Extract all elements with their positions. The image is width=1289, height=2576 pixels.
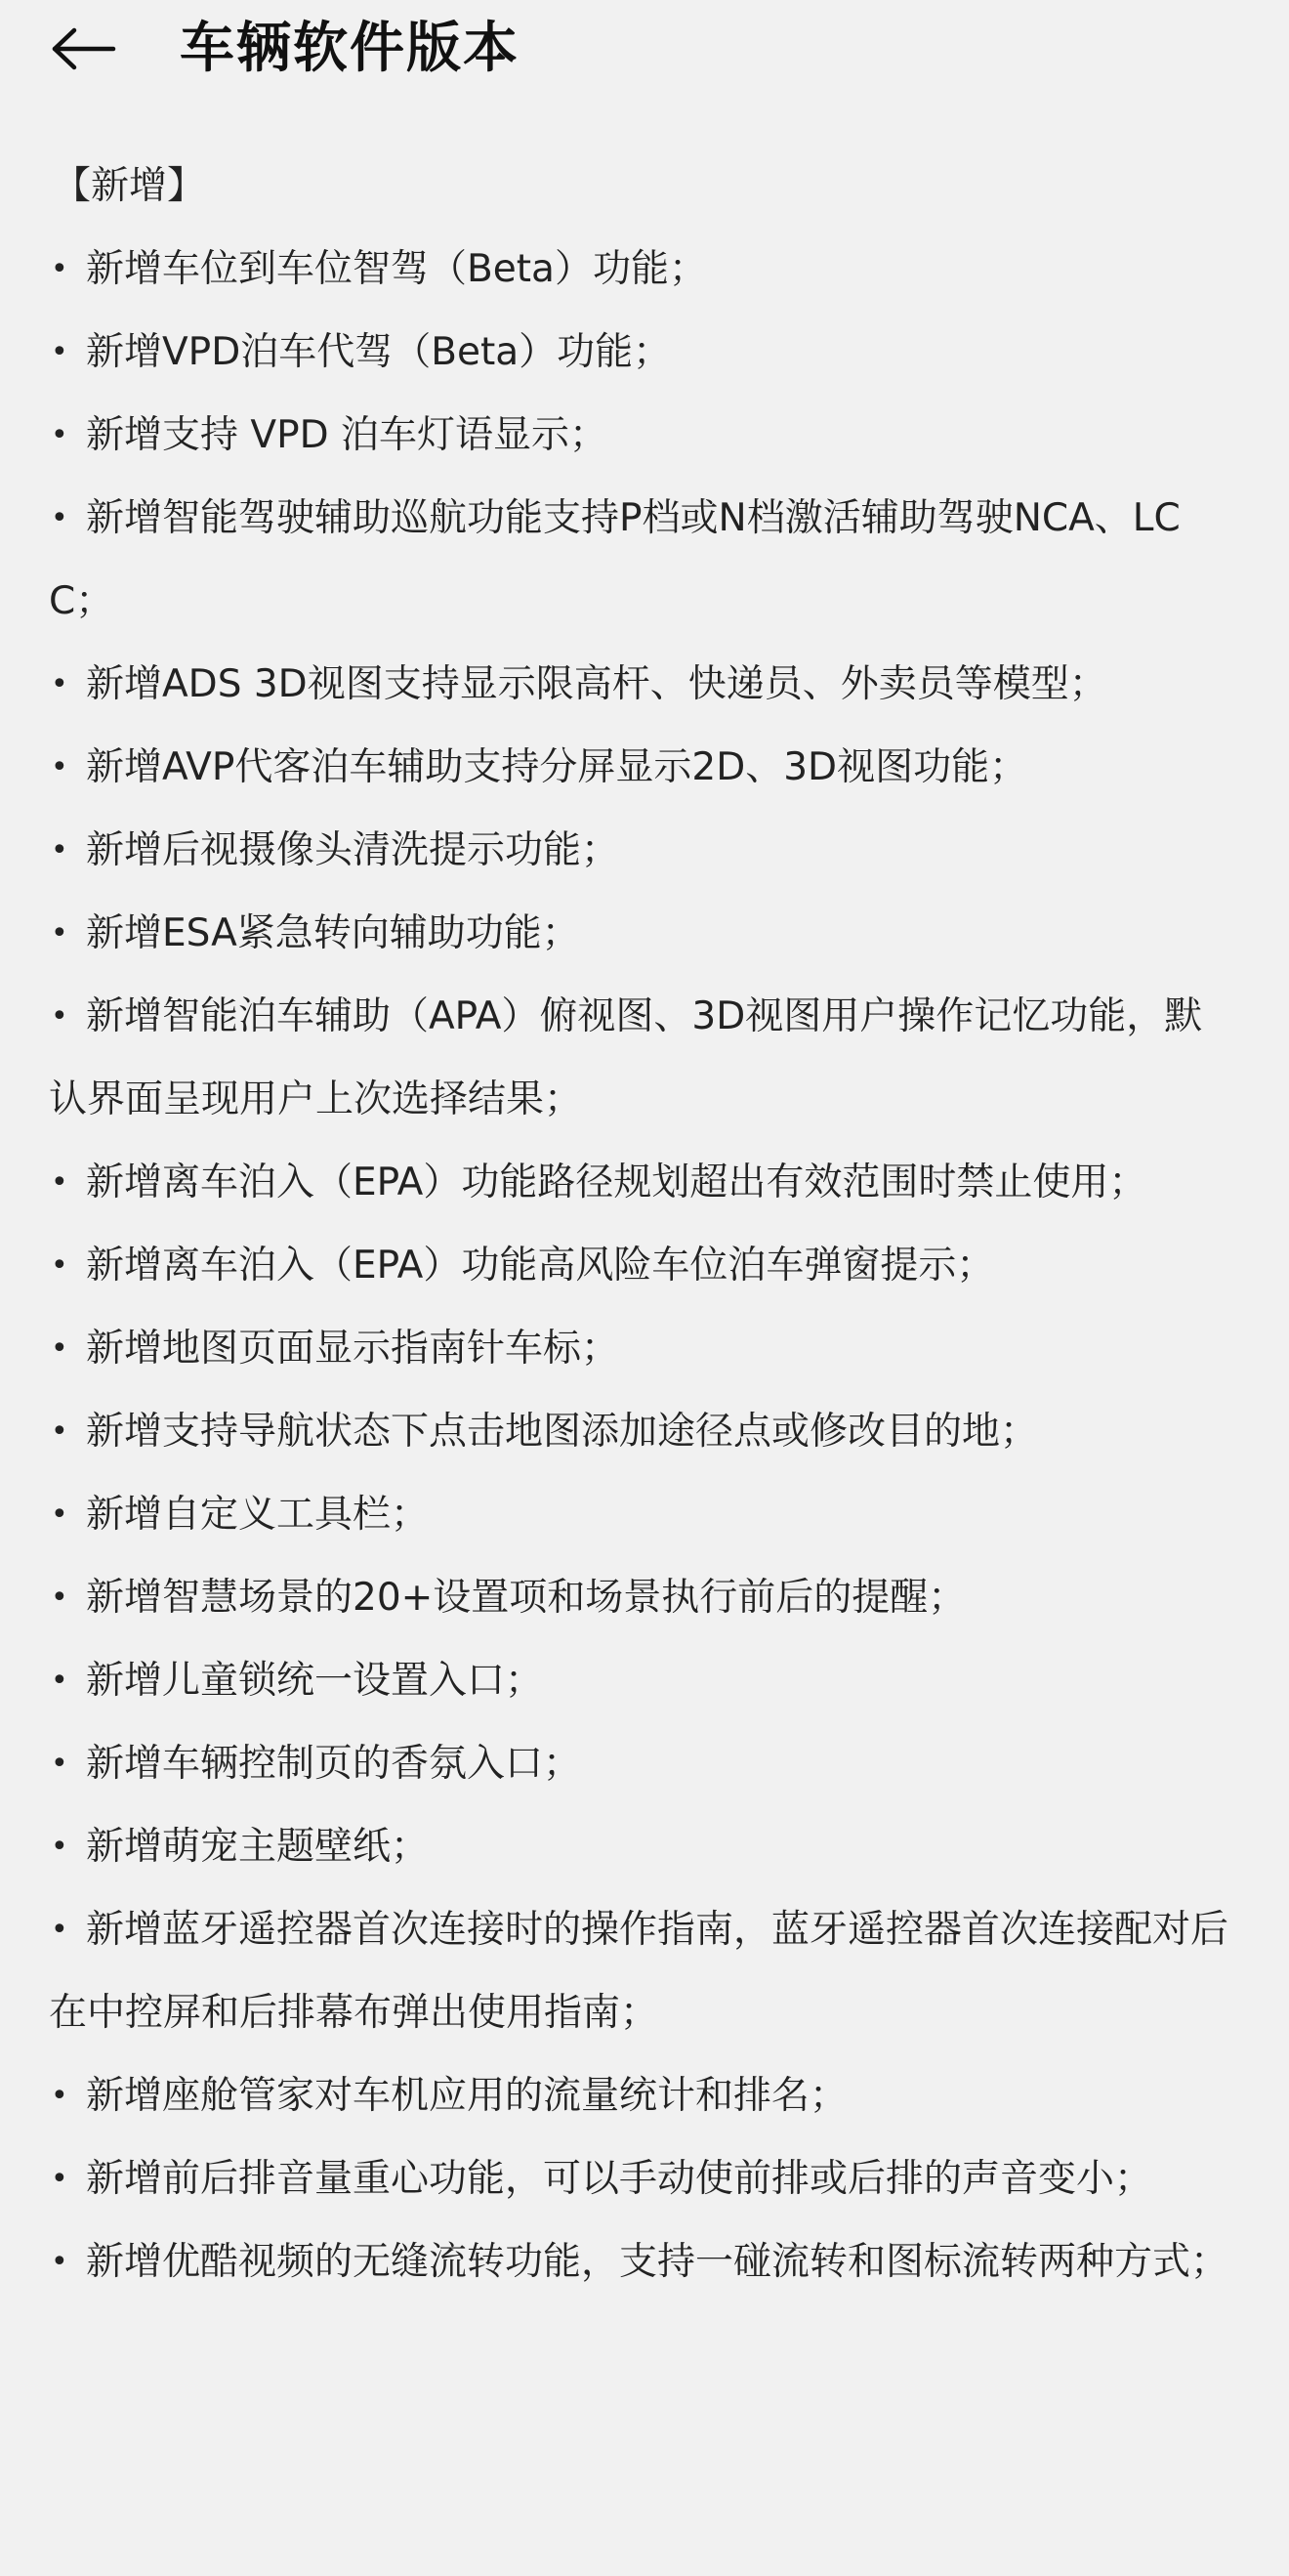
list-item-text: 新增智能泊车辅助（APA）俯视图、3D视图用户操作记忆功能，默认界面呈现用户上次选择结果； bbox=[49, 994, 1203, 1121]
bullet: • bbox=[51, 1747, 68, 1781]
list-item-text: 新增AVP代客泊车辅助支持分屏显示2D、3D视图功能； bbox=[86, 745, 1028, 789]
list-item bbox=[49, 2054, 1230, 2137]
list-item-text: 新增座舱管家对车机应用的流量统计和排名； bbox=[86, 2074, 849, 2118]
bullet: • bbox=[51, 2079, 68, 2113]
list-item bbox=[49, 1639, 1230, 1722]
list-item-text: 新增智慧场景的20+设置项和场景执行前后的提醒； bbox=[86, 1576, 967, 1620]
bullet: • bbox=[51, 667, 68, 701]
release-notes-list bbox=[49, 228, 1230, 2303]
list-item bbox=[49, 1141, 1230, 1224]
list-item-text: 新增离车泊入（EPA）功能高风险车位泊车弹窗提示； bbox=[86, 1244, 995, 1288]
bullet: • bbox=[51, 916, 68, 950]
bullet: • bbox=[51, 1830, 68, 1864]
list-item-text: 新增支持 VPD 泊车灯语显示； bbox=[86, 413, 608, 457]
list-item bbox=[49, 311, 1230, 394]
back-button[interactable] bbox=[51, 12, 129, 90]
list-item bbox=[49, 1805, 1230, 1888]
list-item bbox=[49, 1888, 1230, 2054]
list-item-text: 新增萌宠主题壁纸； bbox=[86, 1825, 430, 1869]
list-item-text: 新增自定义工具栏； bbox=[86, 1493, 430, 1537]
page-title: 车辆软件版本 bbox=[180, 17, 520, 80]
list-item-text: 新增ADS 3D视图支持显示限高杆、快递员、外卖员等模型； bbox=[86, 662, 1107, 706]
list-item-text: 新增支持导航状态下点击地图添加途径点或修改目的地； bbox=[86, 1410, 1039, 1454]
bullet: • bbox=[51, 1415, 68, 1449]
bullet: • bbox=[51, 1498, 68, 1532]
top-bar bbox=[0, 0, 1289, 103]
bullet: • bbox=[51, 2162, 68, 2196]
bullet: • bbox=[51, 1165, 68, 1200]
list-item bbox=[49, 809, 1230, 892]
list-item bbox=[49, 1722, 1230, 1805]
list-item bbox=[49, 2137, 1230, 2220]
bullet: • bbox=[51, 418, 68, 452]
list-item-text: 新增蓝牙遥控器首次连接时的操作指南，蓝牙遥控器首次连接配对后在中控屏和后排幕布弹出使用指南； bbox=[49, 1908, 1229, 2035]
bullet: • bbox=[51, 501, 68, 535]
list-item-text: 新增ESA紧急转向辅助功能； bbox=[86, 911, 580, 955]
list-item bbox=[49, 1556, 1230, 1639]
section-heading: 【新增】 bbox=[53, 164, 206, 208]
bullet: • bbox=[51, 1248, 68, 1283]
bullet: • bbox=[51, 335, 68, 369]
bullet: • bbox=[51, 999, 68, 1034]
bullet: • bbox=[51, 1581, 68, 1615]
list-item bbox=[49, 1307, 1230, 1390]
bullet: • bbox=[51, 1664, 68, 1698]
list-item bbox=[49, 2220, 1230, 2303]
bullet: • bbox=[51, 1913, 68, 1947]
list-item-text: 新增优酷视频的无缝流转功能，支持一碰流转和图标流转两种方式； bbox=[86, 2240, 1229, 2284]
bullet: • bbox=[51, 1331, 68, 1366]
list-item bbox=[49, 228, 1230, 311]
release-notes bbox=[49, 145, 1230, 2303]
list-item-text: 新增智能驾驶辅助巡航功能支持P档或N档激活辅助驾驶NCA、LCC； bbox=[49, 496, 1181, 623]
list-item bbox=[49, 643, 1230, 726]
list-item bbox=[49, 892, 1230, 975]
list-item-text: 新增地图页面显示指南针车标； bbox=[86, 1327, 620, 1371]
bullet: • bbox=[51, 252, 68, 286]
list-item bbox=[49, 975, 1230, 1141]
list-item bbox=[49, 394, 1230, 477]
list-item bbox=[49, 1473, 1230, 1556]
list-item bbox=[49, 726, 1230, 809]
list-item-text: 新增儿童锁统一设置入口； bbox=[86, 1659, 544, 1703]
list-item bbox=[49, 1224, 1230, 1307]
list-item bbox=[49, 477, 1230, 643]
bullet: • bbox=[51, 2245, 68, 2279]
bullet: • bbox=[51, 750, 68, 784]
list-item-text: 新增离车泊入（EPA）功能路径规划超出有效范围时禁止使用； bbox=[86, 1161, 1147, 1204]
list-item-text: 新增车位到车位智驾（Beta）功能； bbox=[86, 247, 707, 291]
list-item-text: 新增车辆控制页的香氛入口； bbox=[86, 1742, 582, 1786]
list-item-text: 新增VPD泊车代驾（Beta）功能； bbox=[86, 330, 672, 374]
list-item-text: 新增前后排音量重心功能，可以手动使前排或后排的声音变小； bbox=[86, 2157, 1153, 2201]
list-item-text: 新增后视摄像头清洗提示功能； bbox=[86, 828, 620, 872]
bullet: • bbox=[51, 833, 68, 867]
arrow-left-icon bbox=[51, 27, 117, 74]
list-item bbox=[49, 1390, 1230, 1473]
